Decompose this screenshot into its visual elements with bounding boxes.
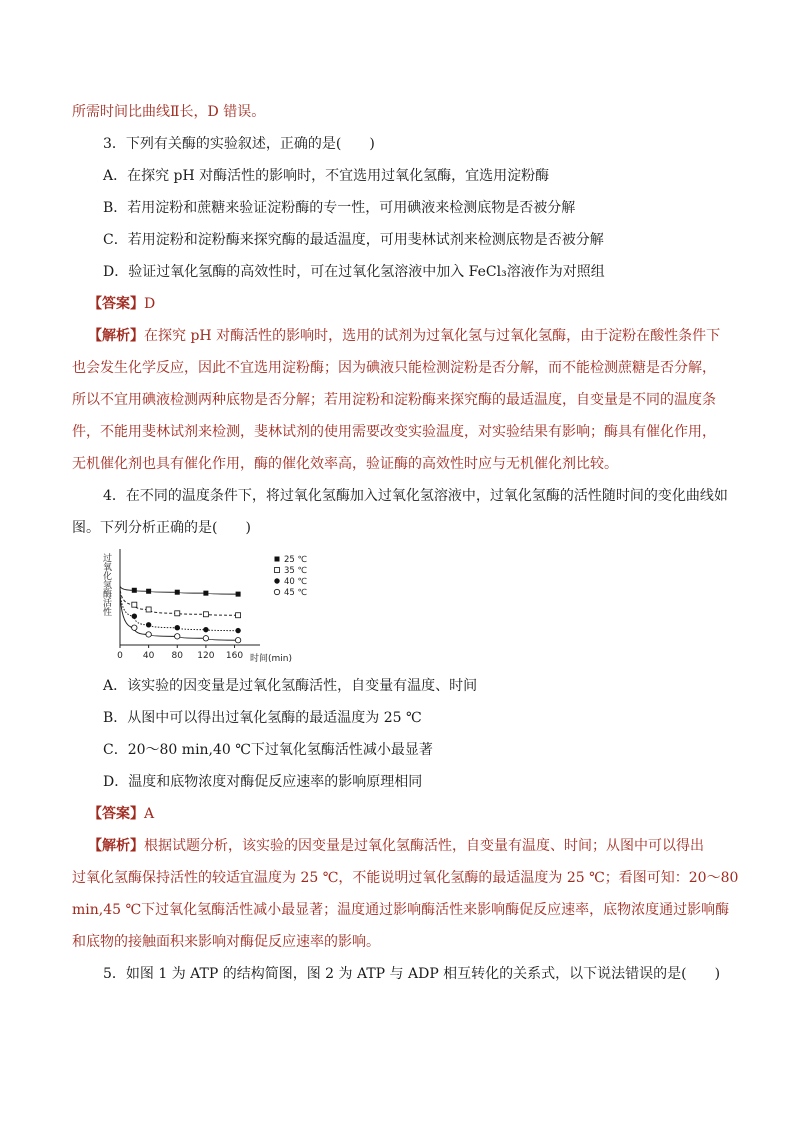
- q4-option-c: C．20～80 min,40 ℃下过氧化氢酶活性减小最显著: [103, 742, 433, 758]
- answer-tag: 【答案】: [88, 296, 144, 312]
- legend-label: 35 ℃: [284, 566, 308, 576]
- data-point: [132, 588, 137, 593]
- q3-analysis-line-3: 所以不宜用碘液检测两种底物是否分解；若用淀粉和淀粉酶来探究酶的最适温度，自变量是不同的温度条: [72, 392, 716, 408]
- x-tick-label: 40: [142, 651, 155, 661]
- data-point: [146, 622, 151, 627]
- q4-option-d: D．温度和底物浓度对酶促反应速率的影响原理相同: [103, 774, 423, 790]
- legend-marker: [275, 557, 280, 562]
- q3-option-b: B．若用淀粉和蔗糖来验证淀粉酶的专一性，可用碘液来检测底物是否被分解: [103, 200, 576, 216]
- data-point: [235, 638, 240, 643]
- analysis-tag: 【解析】: [88, 838, 144, 854]
- data-point: [235, 628, 240, 633]
- q5-stem: 5．如图 1 为 ATP 的结构简图，图 2 为 ATP 与 ADP 相互转化的关系式，以下说法错误的是( ): [103, 966, 721, 982]
- x-tick-label: 0: [117, 651, 123, 661]
- q3-answer: [88, 294, 155, 314]
- legend-label: 40 ℃: [284, 577, 308, 587]
- q3-analysis-line-5: 无机催化剂也具有催化作用，酶的催化效率高，验证酶的高效性时应与无机催化剂比较。: [72, 456, 618, 472]
- data-point: [203, 636, 208, 641]
- legend-label: 25 ℃: [284, 555, 308, 565]
- x-tick-label: 160: [225, 651, 244, 661]
- data-point: [132, 625, 137, 630]
- answer-value: D: [144, 296, 156, 312]
- q3-analysis-line-4: 件，不能用斐林试剂来检测，斐林试剂的使用需要改变实验温度，对实验结果有影响；酶具有催化作用，: [72, 424, 716, 440]
- q3-option-d: D．验证过氧化氢酶的高效性时，可在过氧化氢溶液中加入 FeCl₃溶液作为对照组: [103, 264, 605, 280]
- data-point: [146, 589, 151, 594]
- q4-answer: [88, 804, 154, 824]
- q4-analysis-line-1: [88, 836, 704, 856]
- data-point: [175, 611, 180, 616]
- enzyme-activity-chart: [96, 545, 308, 670]
- q3-option-a: A．在探究 pH 对酶活性的影响时，不宜选用过氧化氢酶，宜选用淀粉酶: [103, 168, 550, 184]
- data-point: [175, 634, 180, 639]
- q4-option-a: A．该实验的因变量是过氧化氢酶活性，自变量有温度、时间: [103, 678, 478, 694]
- legend-label: 45 ℃: [284, 588, 308, 598]
- data-point: [203, 591, 208, 596]
- q2-analysis-tail: 所需时间比曲线Ⅱ长，D 错误。: [72, 104, 266, 120]
- x-axis-label: 时间(min): [250, 654, 292, 664]
- q3-option-c: C．若用淀粉和淀粉酶来探究酶的最适温度，可用斐林试剂来检测底物是否被分解: [103, 232, 604, 248]
- data-point: [132, 614, 137, 619]
- q3-analysis-line-1: [88, 326, 720, 346]
- data-point: [236, 613, 241, 618]
- data-point: [175, 590, 180, 595]
- q4-option-b: B．从图中可以得出过氧化氢酶的最适温度为 25 ℃: [103, 710, 422, 726]
- q4-stem-line-1: 4．在不同的温度条件下，将过氧化氢酶加入过氧化氢溶液中，过氧化氢酶的活性随时间的变化曲线如: [103, 488, 728, 504]
- q4-analysis-line-3: min,45 ℃下过氧化氢酶活性减小最显著；温度通过影响酶活性来影响酶促反应速率，底物浓度通过影响酶: [72, 902, 730, 918]
- legend-marker: [274, 589, 279, 594]
- x-tick-label: 80: [171, 651, 183, 661]
- data-point: [146, 632, 151, 637]
- analysis-text: 在探究 pH 对酶活性的影响时，选用的试剂为过氧化氢与过氧化氢酶，由于淀粉在酸性条件下: [144, 328, 721, 344]
- q3-stem: 3．下列有关酶的实验叙述，正确的是( ): [103, 136, 375, 152]
- x-tick-label: 120: [197, 651, 215, 661]
- data-point: [175, 625, 180, 630]
- q4-analysis-line-4: 和底物的接触面积来影响对酶促反应速率的影响。: [72, 934, 380, 950]
- data-point: [132, 602, 137, 607]
- data-point: [146, 607, 151, 612]
- y-axis-label: 过氧化氢酶活性: [101, 553, 111, 616]
- legend-marker: [274, 578, 279, 583]
- data-point: [203, 627, 208, 632]
- q4-analysis-line-2: 过氧化氢酶保持活性的较适宜温度为 25 ℃，不能说明过氧化氢酶的最适温度为 25 ℃；看图可知：20～80: [72, 870, 739, 886]
- q3-analysis-line-2: 也会发生化学反应，因此不宜选用淀粉酶；因为碘液只能检测淀粉是否分解，而不能检测蔗糖是否分解，: [72, 360, 716, 376]
- analysis-text: 根据试题分析，该实验的因变量是过氧化氢酶活性，自变量有温度、时间；从图中可以得出: [144, 838, 704, 854]
- data-point: [203, 612, 208, 617]
- analysis-tag: 【解析】: [88, 328, 144, 344]
- answer-tag: 【答案】: [88, 806, 144, 822]
- legend-marker: [275, 568, 280, 573]
- answer-value: A: [144, 806, 155, 822]
- data-point: [236, 592, 241, 597]
- q4-stem-line-2: 图。下列分析正确的是( ): [72, 520, 251, 536]
